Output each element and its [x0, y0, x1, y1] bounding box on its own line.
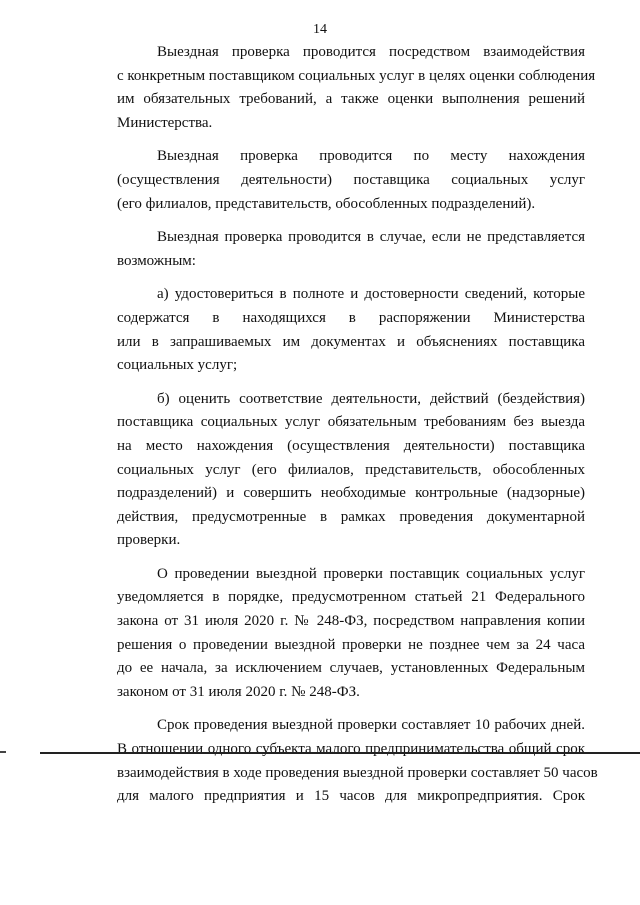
text-line: или в запрашиваемых им документах и объяснениях поставщика — [117, 333, 585, 350]
paragraph-inspection-duration — [117, 714, 598, 808]
text-line: решения о проведении выездной проверки не позднее чем за 24 часа — [117, 636, 585, 653]
text-line: взаимодействия в ходе проведения выездной проверки составляет 50 часов — [117, 764, 598, 781]
paragraph-inspection-location — [117, 145, 585, 216]
text-line: (его филиалов, представительств, обособленных подразделений). — [117, 195, 536, 212]
page-bottom-rule — [40, 752, 640, 754]
text-line: закона от 31 июля 2020 г. № 248-ФЗ, посредством направления копии — [117, 613, 585, 630]
page-number: 14 — [313, 22, 327, 37]
document-body — [117, 41, 598, 819]
paragraph-condition-a — [117, 283, 585, 377]
text-line: возможным: — [117, 252, 196, 269]
paragraph-on-site-inspection-purpose — [117, 41, 596, 135]
paragraph-notification — [117, 563, 585, 705]
text-line: Срок проведения выездной проверки составляет 10 рабочих дней. — [157, 717, 585, 734]
text-line: проверки. — [117, 532, 181, 549]
text-line: Выездная проверка проводится посредством взаимодействия — [157, 44, 585, 60]
text-line: В отношении одного субъекта малого предпринимательства общий срок — [117, 741, 585, 758]
text-line: им обязательных требований, а также оценки выполнения решений — [117, 91, 585, 108]
text-line: подразделений) и совершить необходимые контрольные (надзорные) — [117, 485, 585, 502]
paragraph-condition-b — [117, 388, 585, 553]
scan-edge-mark — [0, 751, 6, 753]
text-line: социальных услуг (его филиалов, представительств, обособленных — [117, 461, 585, 478]
text-line: содержатся в находящихся в распоряжении Министерства — [117, 309, 585, 326]
text-line: социальных услуг; — [117, 357, 238, 374]
text-line: Выездная проверка проводится в случае, если не представляется — [157, 229, 585, 246]
text-line: на место нахождения (осуществления деятельности) поставщика — [117, 437, 585, 454]
text-line: с конкретным поставщиком социальных услуг в целях оценки соблюдения — [117, 67, 596, 84]
text-line: законом от 31 июля 2020 г. № 248-ФЗ. — [117, 683, 360, 700]
text-line: б) оценить соответствие деятельности, действий (бездействия) — [157, 390, 585, 407]
text-line: Выездная проверка проводится по месту нахождения — [157, 148, 585, 165]
text-line: Министерства. — [117, 114, 213, 131]
text-line: для малого предприятия и 15 часов для микропредприятия. Срок — [117, 788, 585, 805]
text-line: поставщика социальных услуг обязательным требованиям без выезда — [117, 414, 585, 431]
text-line: а) удостовериться в полноте и достоверности сведений, которые — [157, 286, 585, 303]
text-line: (осуществления деятельности) поставщика социальных услуг — [117, 171, 585, 188]
text-line: уведомляется в порядке, предусмотренном статьей 21 Федерального — [117, 589, 585, 606]
text-line: до ее начала, за исключением случаев, установленных Федеральным — [117, 660, 585, 677]
text-line: действия, предусмотренные в рамках проведения документарной — [117, 508, 585, 525]
paragraph-inspection-conditions — [117, 226, 585, 273]
text-line: О проведении выездной проверки поставщик социальных услуг — [157, 565, 585, 582]
